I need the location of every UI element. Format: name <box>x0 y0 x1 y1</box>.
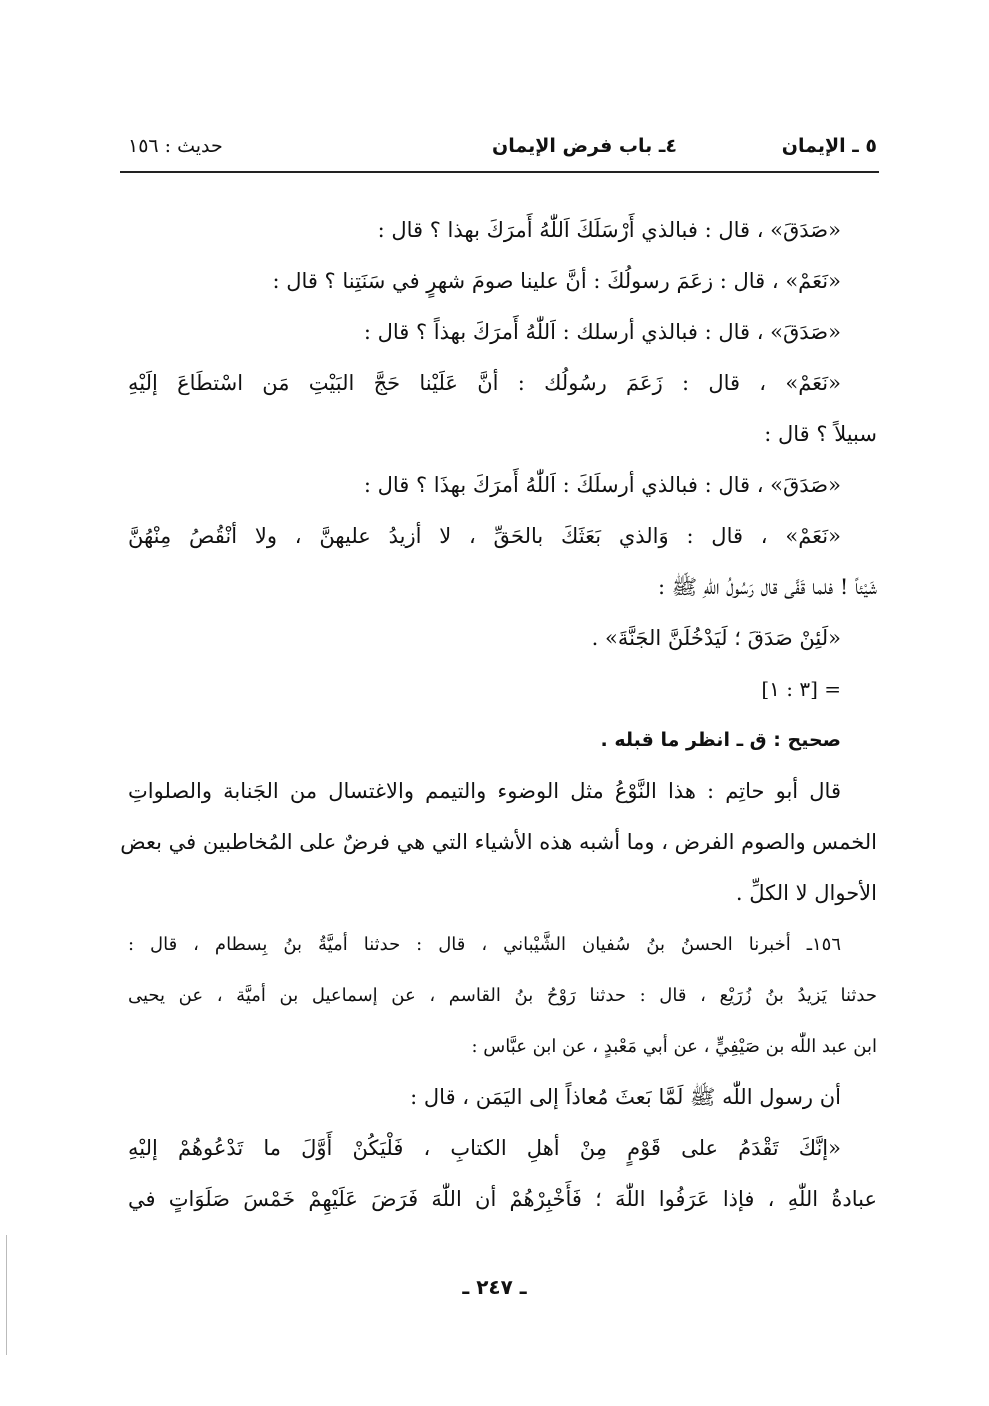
page-header <box>128 132 877 168</box>
text-line: «نَعَمْ» ، قال : زعَمَ رسولُكَ : أنَّ علينا صومَ شهرٍ في سَنَتِنا ؟ قال : <box>272 269 841 293</box>
header-divider <box>120 171 879 173</box>
text-line: «صَدَقَ» ، قال : فبالذي أرسلَكَ : اَللّٰهُ أَمرَكَ بهذَا ؟ قال : <box>363 473 841 497</box>
text-line: «نَعَمْ» ، قال : زَعَمَ رسُولُك : أنَّ عَلَيْنا حَجَّ البَيْتِ مَن اسْتطَاعَ إلَيْهِ <box>128 371 841 395</box>
text-line: «صَدَقَ» ، قال : فبالذي أرسلك : اَللّٰهُ أَمرَكَ بهذاً ؟ قال : <box>363 320 841 344</box>
scan-edge <box>6 1235 7 1355</box>
page-number: ـ ٢٤٧ ـ <box>462 1275 527 1299</box>
text-line: أن رسول اللّٰه ﷺ لَمَّا بَعثَ مُعاذاً إلى اليَمَن ، قال : <box>410 1085 841 1109</box>
page-body <box>120 205 877 1225</box>
text-line: «لَئِنْ صَدَقَ ؛ لَيَدْخُلَنَّ الجَنَّةَ» . <box>591 626 841 650</box>
commentary-line: الخمس والصوم الفرض ، وما أشبه هذه الأشياء التي هي فرضٌ على المُخاطبين في بعض <box>120 830 877 854</box>
text-line: عبادةُ اللّٰهِ ، فإذا عَرَفُوا اللّٰهَ ؛ فَأَخْبِرْهُمْ أن اللّٰهَ فَرَضَ عَلَيْهِمْ خَمْسَ صَلَوَاتٍ في <box>128 1187 877 1211</box>
commentary-line: قال أبو حاتِم : هذا النَّوْعُ مثل الوضوء والتيمم والاغتسال من الجَنابة والصلواتِ <box>128 779 841 803</box>
text-line: «إنَّكَ تَقْدَمُ على قَوْمٍ مِنْ أهلِ الكتابِ ، فَلْيَكُنْ أَوَّلَ ما تَدْعُوهُمْ إليْهِ <box>128 1136 841 1160</box>
text-line: «نَعَمْ» ، قال : وَالذي بَعَثَكَ بالحَقِّ ، لا أزيدُ عليهنَّ ، ولا أنْقُصُ مِنْهُنَّ <box>128 524 841 548</box>
hadith-number: حديث : ١٥٦ <box>128 135 223 157</box>
commentary-line: الأحوال لا الكلِّ . <box>735 881 877 905</box>
cross-reference: = [٣ : ١] <box>761 677 841 701</box>
text-line: «صَدَقَ» ، قال : فبالذي أَرْسَلَكَ اَللّٰهُ أَمرَكَ بهذا ؟ قال : <box>377 218 841 242</box>
text-line: سبيلاً ؟ قال : <box>764 422 877 446</box>
text-line: شَيْئاً ! فلما قَفَّى قال رَسُولُ اللّٰهِ ﷺ : <box>658 575 877 599</box>
chapter-title: ٥ ـ الإيمان <box>781 135 877 157</box>
bab-title: ٤ـ باب فرض الإيمان <box>491 135 677 157</box>
isnad-line: حدثنا يَزيدُ بنُ زُرَيْع ، قال : حدثنا رَوْحُ بنُ القاسم ، عن إسماعيل بن أميَّة ، عن يحيى <box>128 985 877 1006</box>
isnad-line: ابن عبد اللّٰه بن صَيْفِيٍّ ، عن أبي مَعْبدٍ ، عن ابن عبَّاس : <box>471 1036 877 1057</box>
grading-note: صحيح : ق ـ انظر ما قبله . <box>600 729 841 751</box>
isnad-line: ١٥٦ـ أخبرنا الحسنُ بنُ سُفيان الشَّيْباني ، قال : حدثنا أميَّةُ بنُ بِسطام ، قال : <box>128 934 841 955</box>
